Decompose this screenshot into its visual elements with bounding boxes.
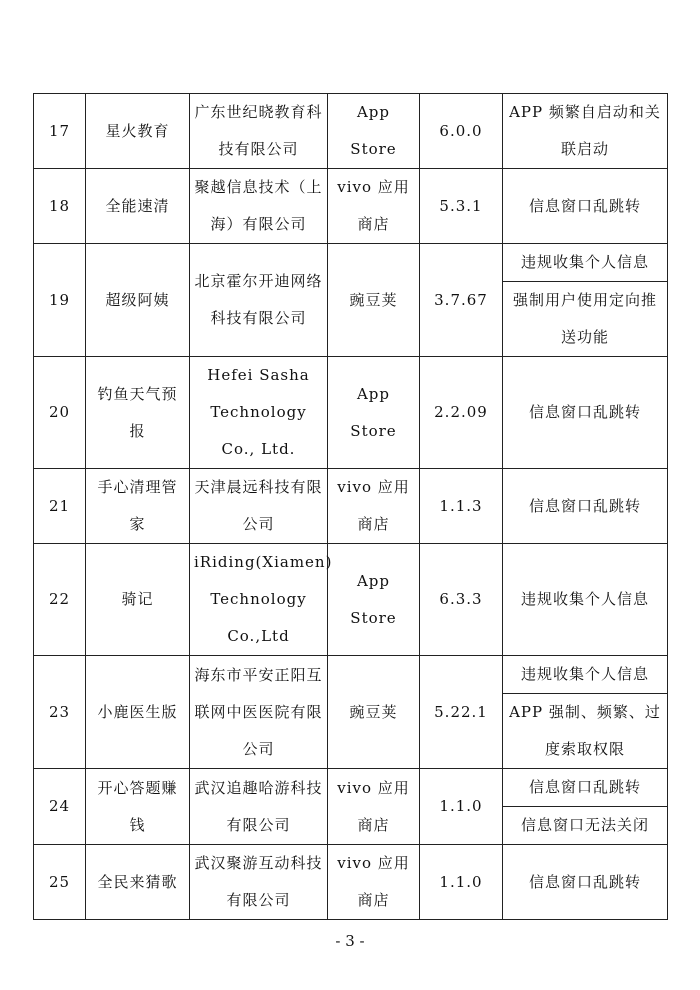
app-store: 豌豆荚: [328, 656, 420, 769]
app-name: 钓鱼天气预报: [86, 357, 190, 469]
app-store: vivo 应用商店: [328, 469, 420, 544]
developer-company: 海东市平安正阳互联网中医医院有限公司: [190, 656, 328, 769]
app-version: 1.1.3: [420, 469, 503, 544]
app-version: 5.3.1: [420, 169, 503, 244]
developer-company: 天津晨远科技有限公司: [190, 469, 328, 544]
issue: 信息窗口乱跳转: [503, 769, 668, 807]
row-number: 18: [34, 169, 86, 244]
app-store: vivo 应用商店: [328, 769, 420, 845]
app-name: 骑记: [86, 544, 190, 656]
app-name: 小鹿医生版: [86, 656, 190, 769]
developer-company: 武汉追趣哈游科技有限公司: [190, 769, 328, 845]
app-version: 1.1.0: [420, 769, 503, 845]
table-row: [34, 544, 668, 656]
developer-company: 北京霍尔开迪网络科技有限公司: [190, 244, 328, 357]
app-version: 5.22.1: [420, 656, 503, 769]
issue: APP 强制、频繁、过度索取权限: [503, 694, 668, 769]
issue: 违规收集个人信息: [503, 544, 668, 656]
issue: 信息窗口无法关闭: [503, 807, 668, 845]
app-version: 1.1.0: [420, 845, 503, 920]
developer-company: 武汉聚游互动科技有限公司: [190, 845, 328, 920]
app-name: 全能速清: [86, 169, 190, 244]
app-version: 6.0.0: [420, 94, 503, 169]
app-store: App Store: [328, 544, 420, 656]
issue: 信息窗口乱跳转: [503, 845, 668, 920]
table-row: [34, 845, 668, 920]
app-name: 星火教育: [86, 94, 190, 169]
app-name: 超级阿姨: [86, 244, 190, 357]
row-number: 19: [34, 244, 86, 357]
developer-company: iRiding(Xiamen) Technology Co.,Ltd: [190, 544, 328, 656]
app-violation-table: [33, 93, 668, 920]
developer-company: 广东世纪晓教育科技有限公司: [190, 94, 328, 169]
issue: 违规收集个人信息: [503, 244, 668, 282]
app-name: 开心答题赚钱: [86, 769, 190, 845]
table-row: [34, 656, 668, 694]
row-number: 25: [34, 845, 86, 920]
table-row: [34, 357, 668, 469]
app-name: 全民来猜歌: [86, 845, 190, 920]
issue: 信息窗口乱跳转: [503, 169, 668, 244]
app-store: vivo 应用商店: [328, 169, 420, 244]
developer-company: 聚越信息技术（上海）有限公司: [190, 169, 328, 244]
app-store: App Store: [328, 94, 420, 169]
app-store: App Store: [328, 357, 420, 469]
row-number: 22: [34, 544, 86, 656]
developer-company: Hefei Sasha Technology Co., Ltd.: [190, 357, 328, 469]
table-row: [34, 169, 668, 244]
app-version: 2.2.09: [420, 357, 503, 469]
app-version: 3.7.67: [420, 244, 503, 357]
issue: 信息窗口乱跳转: [503, 357, 668, 469]
row-number: 17: [34, 94, 86, 169]
issue: APP 频繁自启动和关联启动: [503, 94, 668, 169]
issue: 违规收集个人信息: [503, 656, 668, 694]
row-number: 20: [34, 357, 86, 469]
app-name: 手心清理管家: [86, 469, 190, 544]
table-row: [34, 469, 668, 544]
row-number: 23: [34, 656, 86, 769]
issue: 信息窗口乱跳转: [503, 469, 668, 544]
row-number: 21: [34, 469, 86, 544]
app-store: vivo 应用商店: [328, 845, 420, 920]
app-version: 6.3.3: [420, 544, 503, 656]
page-number: - 3 -: [335, 932, 365, 950]
table-row: [34, 769, 668, 807]
table-row: [34, 94, 668, 169]
app-store: 豌豆荚: [328, 244, 420, 357]
row-number: 24: [34, 769, 86, 845]
table-row: [34, 244, 668, 282]
issue: 强制用户使用定向推送功能: [503, 282, 668, 357]
